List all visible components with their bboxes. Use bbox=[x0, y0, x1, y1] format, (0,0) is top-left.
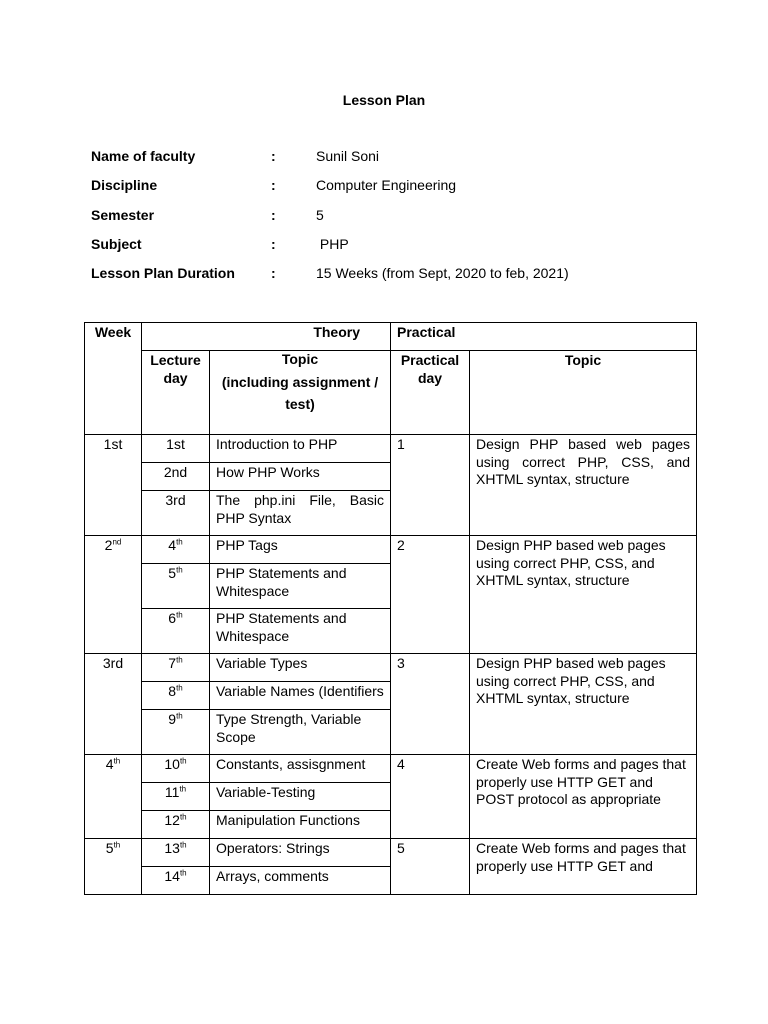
lecture-topic-cell: Variable Names (Identifiers bbox=[210, 682, 391, 710]
lecture-topic-cell: How PHP Works bbox=[210, 463, 391, 491]
practical-day-header-line: day bbox=[417, 369, 443, 386]
practical-topic-cell: Create Web forms and pages that properly use HTTP GET and POST protocol as appropriate bbox=[470, 755, 697, 839]
lecture-suffix: th bbox=[176, 610, 183, 620]
lecture-day-cell bbox=[142, 811, 210, 839]
lecture-day-cell bbox=[142, 564, 210, 609]
practical-day-header-line: Practical bbox=[400, 352, 460, 368]
lecture-day-cell bbox=[142, 755, 210, 783]
lecture-suffix: th bbox=[179, 756, 187, 766]
lecture-day-cell bbox=[142, 654, 210, 682]
lecture-number: 10 bbox=[164, 756, 180, 772]
theory-topic-header-line: (including assignment / bbox=[221, 374, 379, 390]
meta-row-duration bbox=[91, 265, 711, 294]
table-row bbox=[85, 839, 697, 867]
lecture-suffix: th bbox=[179, 784, 187, 794]
lecture-topic-cell: Variable-Testing bbox=[210, 783, 391, 811]
lecture-topic-cell: Introduction to PHP bbox=[210, 435, 391, 463]
meta-value: 5 bbox=[316, 206, 324, 223]
lecture-day-cell bbox=[142, 435, 210, 463]
lecture-day-cell bbox=[142, 536, 210, 564]
week-suffix: th bbox=[113, 840, 121, 850]
lecture-topic-cell: Type Strength, Variable Scope bbox=[210, 710, 391, 755]
practical-topic-header: Topic bbox=[470, 351, 697, 435]
meta-colon: : bbox=[271, 235, 276, 252]
theory-header: Theory bbox=[142, 323, 391, 351]
lesson-meta bbox=[91, 148, 711, 294]
practical-topic-cell: Design PHP based web pages using correct PHP, CSS, and XHTML syntax, structure bbox=[470, 654, 697, 755]
theory-topic-header bbox=[210, 351, 391, 435]
lecture-suffix: th bbox=[179, 868, 187, 878]
theory-topic-header-line: test) bbox=[285, 396, 315, 412]
lecture-number: 13 bbox=[164, 840, 180, 856]
lecture-day-cell bbox=[142, 609, 210, 654]
lecture-topic-cell: The php.ini File, Basic PHP Syntax bbox=[210, 491, 391, 536]
lecture-topic-cell: Constants, assisgnment bbox=[210, 755, 391, 783]
practical-topic-cell: Create Web forms and pages that properly use HTTP GET and bbox=[470, 839, 697, 895]
lecture-suffix: th bbox=[176, 537, 183, 547]
lecture-day-cell bbox=[142, 682, 210, 710]
lecture-number: 12 bbox=[164, 812, 180, 828]
practical-topic-cell: Design PHP based web pages using correct PHP, CSS, and XHTML syntax, structure bbox=[470, 536, 697, 654]
week-number: 2 bbox=[104, 537, 113, 553]
lecture-number: 8 bbox=[168, 683, 177, 699]
lecture-day-cell bbox=[142, 839, 210, 867]
week-cell bbox=[85, 755, 142, 839]
lecture-day-header bbox=[142, 351, 210, 435]
lecture-suffix: th bbox=[176, 711, 183, 721]
lecture-suffix: th bbox=[179, 812, 187, 822]
practical-day-cell: 1 bbox=[391, 435, 470, 536]
lecture-number: 11 bbox=[164, 784, 180, 800]
week-number: 5 bbox=[105, 840, 114, 856]
table-row bbox=[85, 654, 697, 682]
lecture-day-cell bbox=[142, 867, 210, 895]
lecture-topic-cell: PHP Statements and Whitespace bbox=[210, 564, 391, 609]
week-number: 3 bbox=[102, 655, 111, 671]
lecture-day-header-line: Lecture bbox=[150, 352, 201, 368]
lecture-number: 6 bbox=[168, 610, 177, 626]
week-cell bbox=[85, 435, 142, 536]
meta-value: Sunil Soni bbox=[316, 148, 380, 164]
page-title: Lesson Plan bbox=[342, 92, 426, 108]
lecture-suffix: nd bbox=[171, 464, 188, 480]
lecture-suffix: th bbox=[176, 683, 183, 693]
week-suffix: th bbox=[113, 756, 121, 766]
week-suffix: st bbox=[111, 436, 123, 452]
week-cell bbox=[85, 839, 142, 895]
practical-day-cell: 4 bbox=[391, 755, 470, 839]
table-row bbox=[85, 755, 697, 783]
lecture-suffix: th bbox=[176, 565, 183, 575]
lecture-day-cell bbox=[142, 463, 210, 491]
meta-row-subject bbox=[91, 236, 711, 265]
week-number: 4 bbox=[105, 756, 114, 772]
table-row bbox=[85, 435, 697, 463]
meta-label: Semester bbox=[91, 206, 155, 223]
practical-day-cell: 5 bbox=[391, 839, 470, 895]
theory-topic-header-line: Topic bbox=[281, 351, 319, 367]
lecture-number: 9 bbox=[168, 711, 177, 727]
meta-label: Subject bbox=[91, 235, 142, 252]
lecture-number: 3 bbox=[165, 492, 174, 508]
practical-header: Practical bbox=[391, 323, 697, 351]
meta-colon: : bbox=[271, 177, 276, 194]
lecture-suffix: th bbox=[179, 840, 187, 850]
meta-label: Name of faculty bbox=[91, 148, 196, 164]
meta-value: Computer Engineering bbox=[316, 177, 457, 194]
lecture-topic-cell: Manipulation Functions bbox=[210, 811, 391, 839]
lecture-topic-cell: PHP Statements and Whitespace bbox=[210, 609, 391, 654]
lecture-day-cell bbox=[142, 783, 210, 811]
week-suffix: nd bbox=[112, 537, 122, 547]
lecture-day-cell bbox=[142, 491, 210, 536]
lecture-number: 1 bbox=[166, 436, 174, 452]
practical-day-cell: 2 bbox=[391, 536, 470, 654]
week-header: Week bbox=[85, 323, 142, 435]
week-number: 1 bbox=[103, 436, 112, 452]
lecture-number: 7 bbox=[168, 655, 177, 671]
meta-label: Lesson Plan Duration bbox=[91, 265, 235, 282]
lecture-topic-cell: Arrays, comments bbox=[210, 867, 391, 895]
lecture-day-cell bbox=[142, 710, 210, 755]
practical-day-cell: 3 bbox=[391, 654, 470, 755]
lecture-suffix: rd bbox=[173, 492, 186, 508]
meta-label: Discipline bbox=[91, 177, 158, 194]
lecture-number: 2 bbox=[163, 464, 172, 480]
meta-row-discipline bbox=[91, 177, 711, 206]
week-suffix: rd bbox=[110, 655, 124, 671]
lecture-topic-cell: PHP Tags bbox=[210, 536, 391, 564]
lecture-suffix: st bbox=[173, 436, 185, 452]
lecture-number: 5 bbox=[168, 565, 177, 581]
lecture-topic-cell: Variable Types bbox=[210, 654, 391, 682]
meta-colon: : bbox=[271, 148, 276, 164]
meta-row-faculty bbox=[91, 148, 711, 177]
meta-colon: : bbox=[271, 206, 276, 223]
table-header-row bbox=[85, 323, 697, 351]
practical-day-header bbox=[391, 351, 470, 435]
lecture-number: 14 bbox=[164, 868, 180, 884]
lecture-topic-cell: Operators: Strings bbox=[210, 839, 391, 867]
practical-topic-cell: Design PHP based web pages using correct PHP, CSS, and XHTML syntax, structure bbox=[470, 435, 697, 536]
lesson-plan-table bbox=[84, 322, 697, 895]
lecture-suffix: th bbox=[176, 655, 183, 665]
week-cell bbox=[85, 536, 142, 654]
table-subheader-row bbox=[85, 351, 697, 435]
week-cell bbox=[85, 654, 142, 755]
meta-row-semester bbox=[91, 207, 711, 236]
meta-colon: : bbox=[271, 265, 276, 282]
table-row bbox=[85, 536, 697, 564]
lecture-number: 4 bbox=[168, 537, 177, 553]
lecture-day-header-line: day bbox=[163, 369, 188, 386]
meta-value: PHP bbox=[316, 235, 349, 252]
meta-value: 15 Weeks (from Sept, 2020 to feb, 2021) bbox=[316, 265, 569, 282]
